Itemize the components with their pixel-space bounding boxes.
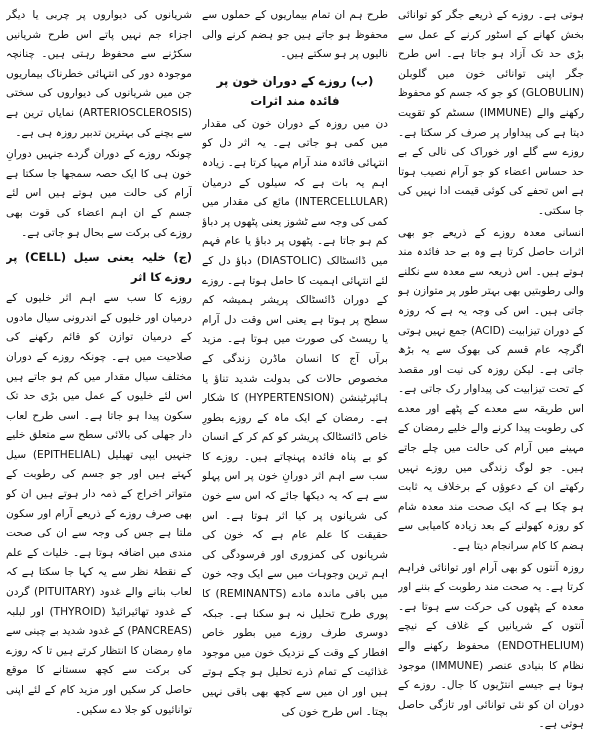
text-column-right	[398, 6, 584, 744]
text-column-middle	[202, 6, 388, 744]
paragraph: انسانی معدہ روزے کے ذریعے جو بھی اثرات حاصل کرتا ہے وہ بے حد فائدہ مند ہوتے ہیں۔ اس ذریعہ سے معدہ سے نکلنے والی رطوبتیں بھی بہتر طور پر متوازن ہو جاتی ہیں۔ اس کی وجہ یہ ہے کہ روزہ کے دوران تیزابیت (ACID) جمع نہیں ہوتی اگرچہ عام قسم کی بھوک سے یہ بڑھ جاتی ہے۔ لیکن روزہ کی نیت اور مقصد کے تحت تیزابیت کی پیداوار رک جاتی ہے۔ اس طریقہ سے معدے کے پٹھے اور معدے کی رطوبت پیدا کرنے والے خلیے رمضان کے مہینے میں آرام کی حالت میں چلے جاتے ہیں۔ جو لوگ زندگی میں روزے نہیں رکھتے ان کے دعوؤں کے برخلاف یہ ثابت ہو چکا ہے کہ ایک صحت مند معدہ شام کو روزہ کھولنے کے بعد زیادہ کامیابی سے ہضم کا کام سرانجام دیتا ہے۔	[398, 226, 584, 553]
paragraph: شریانوں کی دیواروں پر چربی یا دیگر اجزاء جم نہیں پاتے اس طرح شریانیں سکڑنے سے محفوظ رہتی ہیں۔ چنانچہ موجودہ دور کی انتہائی خطرناک بیماریوں جن میں شریانوں کی دیواروں کی سختی (ARTERIOSCLEROSIS) نمایاں ترین ہے سے بچنے کی بہترین تدبیر روزہ ہی ہے۔	[6, 9, 192, 139]
paragraph: دن میں روزہ کے دوران خون کی مقدار میں کمی ہو جاتی ہے۔ یہ اثر دل کو انتہائی فائدہ مند آرام مہیا کرتا ہے۔ زیادہ اہم یہ بات ہے کہ سیلوں کے درمیان (INTERCELLULAR) مائع کی مقدار میں کمی کی وجہ سے ٹشوز یعنی پٹھوں پر دباؤ کم ہو جاتا ہے۔ پٹھوں پر دباؤ یا عام فہم میں ڈائسٹالک (DIASTOLIC) دباؤ دل کے لئے انتہائی اہمیت کا حامل ہوتا ہے۔ روزے کے دوران ڈائسٹالک پریشر ہمیشہ کم سطح پر ہوتا ہے یعنی اس وقت دل آرام یا ریسٹ کی صورت میں ہوتا ہے۔ مزید برآں آج کا انسان ماڈرن زندگی کے مخصوص حالات کی بدولت شدید تناؤ یا ہائپرٹینشن (HYPERTENSION) کا شکار ہے۔ رمضان کے ایک ماہ کے روزے بطورِ خاص ڈائسٹالک پریشر کو کم کر کے انسان کو بے پناہ فائدہ پہنچاتے ہیں۔ روزے کا سب سے اہم اثر دورانِ خون پر اس پہلو سے ہے کہ یہ دیکھا جائے کہ اس سے خون کی شریانوں پر کیا اثر ہوتا ہے۔ اس حقیقت کا علم عام ہے کہ خون کی شریانوں کی کمزوری اور فرسودگی کی اہم ترین وجوہات میں سے ایک وجہ خون میں باقی ماندہ مادے (REMINANTS) کا پوری طرح تحلیل نہ ہو سکنا ہے۔ جبکہ دوسری طرف روزے میں بطور خاص افطار کے وقت کے نزدیک خون میں موجود غذائیت کے تمام ذرے تحلیل ہو چکے ہوتے ہیں اور ان میں سے کچھ بھی باقی نہیں بچتا۔ اس طرح خون کی	[202, 117, 388, 718]
paragraph: طرح ہم ان تمام بیماریوں کے حملوں سے محفوظ ہو جاتے ہیں جو ہضم کرنے والی نالیوں پر ہو سکتے ہیں۔	[202, 9, 388, 61]
paragraph: روزے کا سب سے اہم اثر خلیوں کے درمیان اور خلیوں کے اندرونی سیال مادوں کے درمیان توازن کو قائم رکھنے کی صلاحیت میں ہے۔ چونکہ روزے کے دوران مختلف سیال مقدار میں کم ہو جاتے ہیں اس لئے خلیوں کے عمل میں بڑی حد تک سکون پیدا ہو جاتا ہے۔ اسی طرح لعاب دار جھلی کی بالائی سطح سے متعلق خلیے جنہیں ایپی تھیلیل (EPITHELIAL) سیل کہتے ہیں اور جو جسم کی رطوبت کے متواتر اخراج کے ذمہ دار ہوتے ہیں ان کو بھی صرف روزے کے ذریعے آرام اور سکون ملتا ہے جس کی وجہ سے ان کی صحت مندی میں اضافہ ہوتا ہے۔ خلیات کے علم کے نقطۂ نظر سے یہ کہا جا سکتا ہے کہ لعاب بنانے والے غدود (PITUITARY) گردن کے غدود تھائیرائیڈ (THYROID) اور لبلبہ (PANCREAS) کے غدود شدید بے چینی سے ماہِ رمضان کا انتظار کرتے ہیں تا کہ روزے کی برکت سے کچھ سستانے کا موقع حاصل کر سکیں اور مزید کام کے لئے اپنی توانائیوں کو جلا دے سکیں۔	[6, 292, 192, 716]
paragraph: چونکہ روزے کے دوران گردے جنہیں دورانِ خون ہی کا ایک حصہ سمجھا جا سکتا ہے آرام کی حالت میں ہوتے ہیں اس لئے جسم کے ان اہم اعضاء کی قوت بھی روزے کی برکت سے بحال ہو جاتی ہے۔	[6, 148, 192, 239]
paragraph: ہوتی ہے۔ روزے کے ذریعے جگر کو توانائی بخش کھانے کے اسٹور کرنے کے عمل سے بڑی حد تک آزاد ہو جاتا ہے۔ اس طرح جگر اپنی توانائی خون میں گلوبلن (GLOBULIN) کو جو کہ جسم کو محفوظ رکھنے والے (IMMUNE) سسٹم کو تقویت دیتا ہے کی پیداوار پر صرف کر سکتا ہے۔ روزے سے گلے اور خوراک کی نالی کے بے حد حساس اعضاء کو جو آرام نصیب ہوتا ہے اس تحفے کی کوئی قیمت ادا نہیں کی جا سکتی۔	[398, 9, 584, 217]
paragraph: روزہ آنتوں کو بھی آرام اور توانائی فراہم کرتا ہے۔ یہ صحت مند رطوبت کے بننے اور معدہ کے پٹھوں کی حرکت سے ہوتا ہے۔ آنتوں کے شریانیں کے غلاف کے نیچے (ENDOTHELIUM) محفوظ رکھنے والے نظام کا بنیادی عنصر (IMMUNE) موجود ہوتا ہے جیسے انتڑیوں کا جال۔ روزے کے دوران ان کو نئی توانائی اور تازگی حاصل ہوتی ہے۔	[398, 561, 584, 731]
section-heading-blood: (ب) روزے کے دوران خون پر فائدہ مند اثرات	[216, 73, 374, 108]
section-heading-cell: (ج) خلیہ یعنی سیل (CELL) پر روزے کا اثر	[6, 250, 192, 285]
text-column-left	[6, 6, 192, 744]
